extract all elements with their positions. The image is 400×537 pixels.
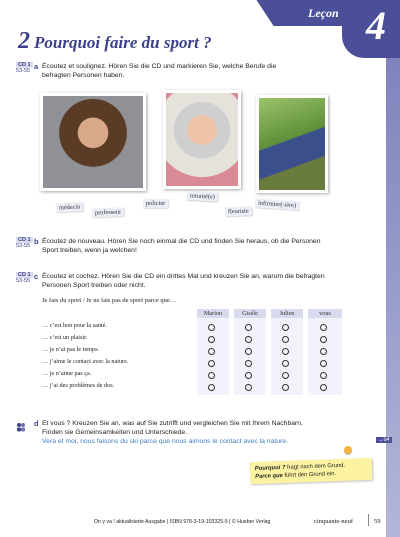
table-row <box>42 357 342 369</box>
table-row <box>42 369 342 381</box>
table-row <box>42 333 342 345</box>
row-label: … je n’aime pas ça. <box>42 370 92 377</box>
lesson-number: 4 <box>366 3 386 48</box>
side-band <box>386 58 400 537</box>
column-header: vous <box>308 309 342 318</box>
job-label[interactable]: retraité(e) <box>187 191 218 202</box>
column-header: Gisèle <box>234 309 266 318</box>
radio-vous[interactable] <box>320 348 327 355</box>
radio-marion[interactable] <box>208 360 215 367</box>
cd-label: CD 1 <box>18 237 31 243</box>
page-title <box>18 28 212 55</box>
instruction-line: Personen Sport treiben oder nicht. <box>42 282 146 289</box>
radio-gisele[interactable] <box>245 360 252 367</box>
exercise-letter-b: b <box>34 237 39 246</box>
radio-marion[interactable] <box>208 372 215 379</box>
page-word: cinquante-neuf <box>314 518 353 525</box>
column-header: Marion <box>197 309 229 318</box>
example-sentence: Vera et moi, nous faisons du ski parce que nous aimons le contact avec la nature. <box>42 438 288 445</box>
row-label: … j’aime le contact avec la nature. <box>42 358 129 365</box>
lesson-label: Leçon <box>308 6 339 20</box>
radio-gisele[interactable] <box>245 348 252 355</box>
radio-vous[interactable] <box>320 336 327 343</box>
table-row <box>42 345 342 357</box>
woman-curly-hair-photo <box>40 93 146 191</box>
radio-gisele[interactable] <box>245 372 252 379</box>
note-text: fragt nach dem Grund. <box>285 462 346 471</box>
instruction-line: Écoutez de nouveau. Hören Sie noch einmal die CD und finden Sie heraus, ob die Personen <box>42 238 321 245</box>
table-lead: Je fais du sport / Je ne fais pas de sport parce que… <box>42 297 177 304</box>
row-label: … je n’ai pas le temps. <box>42 346 100 353</box>
cd-tracks: 53-55 <box>16 243 31 249</box>
cd-marker-a <box>16 62 33 74</box>
radio-marion[interactable] <box>208 348 215 355</box>
title-number: 2 <box>18 28 30 54</box>
radio-vous[interactable] <box>320 384 327 391</box>
row-label: … c’est un plaisir. <box>42 334 88 341</box>
title-text: Pourquoi faire du sport ? <box>34 33 212 52</box>
job-label[interactable]: policier <box>143 199 168 208</box>
job-label[interactable]: médecin <box>56 202 84 212</box>
radio-julien[interactable] <box>282 372 289 379</box>
radio-julien[interactable] <box>282 360 289 367</box>
instruction-line: Écoutez et soulignez. Hören Sie die CD und markieren Sie, welche Berufe die <box>42 63 277 70</box>
exercise-b-instruction <box>42 237 382 255</box>
instruction-line: Finden sie Gemeinsamkeiten und Unterschiede. <box>42 429 188 436</box>
radio-gisele[interactable] <box>245 324 252 331</box>
radio-gisele[interactable] <box>245 384 252 391</box>
radio-vous[interactable] <box>320 360 327 367</box>
radio-julien[interactable] <box>282 324 289 331</box>
cd-tracks: 53-55 <box>16 68 31 74</box>
radio-julien[interactable] <box>282 384 289 391</box>
radio-marion[interactable] <box>208 384 215 391</box>
row-label: … j’ai des problèmes de dos. <box>42 382 115 389</box>
grammar-note <box>250 458 373 484</box>
answer-table <box>42 321 342 393</box>
radio-julien[interactable] <box>282 336 289 343</box>
older-woman-photo <box>163 90 241 189</box>
instruction-line: Et vous ? Kreuzen Sie an, was auf Sie zutrifft und vergleichen Sie mit Ihrem Nachbarn. <box>42 420 303 427</box>
partner-work-icon <box>16 419 26 429</box>
radio-julien[interactable] <box>282 348 289 355</box>
row-label: … c’est bon pour la santé. <box>42 322 107 329</box>
exercise-letter-c: c <box>34 272 39 281</box>
cd-label: CD 1 <box>18 272 31 278</box>
table-row <box>42 321 342 333</box>
note-keyword: Pourquoi ? <box>254 464 286 472</box>
job-label[interactable]: infirmier(-ière) <box>255 198 300 210</box>
cd-marker-c <box>16 272 33 284</box>
instruction-line: Écoutez et cochez. Hören Sie die CD ein drittes Mal und kreuzen Sie an, warum die befragten <box>42 273 325 280</box>
cd-marker-b <box>16 237 33 249</box>
note-keyword: Parce que <box>255 472 283 480</box>
job-label[interactable]: fleuriste <box>225 207 252 217</box>
exercise-reference: →ü4 <box>378 437 390 443</box>
page-number: 59 <box>374 518 381 525</box>
pin-icon <box>344 446 352 454</box>
header-band <box>0 0 342 26</box>
instruction-line: befragten Personen haben. <box>42 72 125 79</box>
radio-marion[interactable] <box>208 324 215 331</box>
man-with-bicycle-photo <box>256 95 328 193</box>
cd-label: CD 1 <box>18 62 31 68</box>
radio-marion[interactable] <box>208 336 215 343</box>
imprint: On y va ! aktualisierte Ausgabe | ISBN 978-3-19-103325-5 | © Hueber Verlag <box>94 519 271 525</box>
radio-vous[interactable] <box>320 324 327 331</box>
exercise-a-instruction <box>42 62 382 80</box>
radio-gisele[interactable] <box>245 336 252 343</box>
cd-tracks: 53-55 <box>16 278 31 284</box>
exercise-c-instruction <box>42 272 382 290</box>
job-label[interactable]: professeur <box>92 207 125 217</box>
exercise-d-instruction <box>42 419 382 446</box>
note-text: führt den Grund ein. <box>282 471 337 479</box>
radio-vous[interactable] <box>320 372 327 379</box>
instruction-line: Sport treiben, wenn ja welchen! <box>42 247 137 254</box>
footer-divider <box>368 514 369 526</box>
table-row <box>42 381 342 393</box>
column-header: Julien <box>271 309 303 318</box>
exercise-letter-d: d <box>34 419 39 428</box>
exercise-letter-a: a <box>34 62 39 71</box>
